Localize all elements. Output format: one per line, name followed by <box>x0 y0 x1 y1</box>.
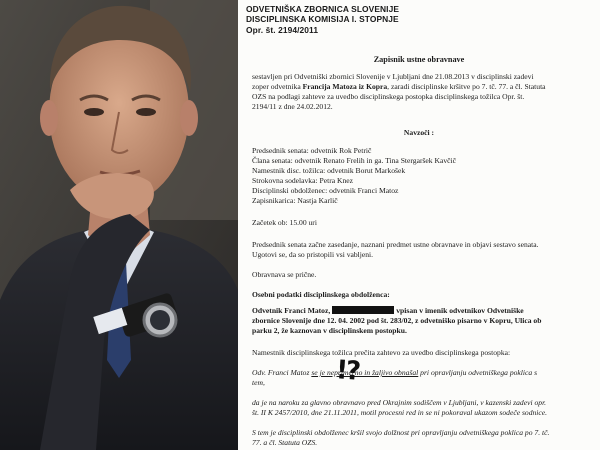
quote-line-5: S tem je disciplinski obdolženec kršil svojo dolžnost pri opravljanju odvetniškega poklica po 7. tč. <box>252 428 550 437</box>
intro-line-1: sestavljen pri Odvetniški zbornici Slovenije v Ljubljani dne 21.08.2013 v disciplinski zadevi <box>252 72 534 81</box>
quote-line-3: da je na naroku za glavno obravnavo pred Okrajnim sodiščem v Ljubljani, v kazenski zadevi opr. <box>252 398 547 407</box>
quote-line-1 <box>252 368 537 378</box>
personal-text: Odvetnik Franci Matoz, <box>252 306 331 315</box>
present-item: Disciplinski obdolženec: odvetnik Franci Matoz <box>252 186 399 195</box>
intro-line-3: OZS na podlagi zahteve za uvedbo disciplinskega postopka disciplinskega tožilca Opr. št. <box>252 92 525 101</box>
quote-line-2: tem, <box>252 378 265 387</box>
portrait-photo <box>0 0 238 450</box>
present-item: Strokovna sodelavka: Petra Knez <box>252 176 354 185</box>
quote-text: pri opravljanju odvetniškega poklica s <box>418 368 538 377</box>
org-name: ODVETNIŠKA ZBORNICA SLOVENIJE <box>246 4 400 14</box>
commission-name: DISCIPLINSKA KOMISIJA I. STOPNJE <box>246 14 399 25</box>
intro-line-2 <box>252 82 546 92</box>
quote-line-4: št. II K 2457/2010, dne 21.11.2011, motil procesni red in se ni pokoraval ukazom sodeče sodnice. <box>252 408 548 417</box>
present-item: Zapisnikarica: Nastja Karlič <box>252 196 338 205</box>
intro-text: zoper odvetnika <box>252 82 303 91</box>
case-number: Opr. št. 2194/2011 <box>246 24 319 35</box>
portrait-illustration <box>0 0 238 450</box>
present-item: Namestnik disc. tožilca: odvetnik Borut Markošek <box>252 166 406 175</box>
personal-line-2: zbornice Slovenije dne 12. 04. 2002 pod št. 283/02, z odvetniško pisarno v Kopru, Ulica ob <box>252 316 542 325</box>
present-item: Predsednik senata: odvetnik Rok Petrič <box>252 146 372 155</box>
start-time: Začetek ob: 15.00 uri <box>252 218 317 227</box>
deputy-reads: Namestnik disciplinskega tožilca prečita zahtevo za uvedbo disciplinskega postopka: <box>252 348 511 357</box>
disciplinary-record-document <box>238 0 600 450</box>
redaction-bar <box>332 306 394 314</box>
intro-text: , zaradi disciplinske kršitve po 7. tč. 77. a čl. Statuta <box>387 82 546 91</box>
underlined-phrase: se je neprimerno in žaljivo obnašal <box>311 368 419 377</box>
opening-line-1: Predsednik senata začne zasedanje, naznani predmet ustne obravnave in objavi sestavo senata. <box>252 240 539 249</box>
document-title: Zapisnik ustne obravnave <box>373 55 465 64</box>
present-item: Člana senata: odvetnik Renato Frelih in ga. Tina Stergaršek Kavčič <box>252 156 457 165</box>
personal-heading: Osebni podatki disciplinskega obdolženca: <box>252 290 390 299</box>
opening-line-2: Ugotovi se, da so pristopili vsi vabljeni. <box>252 250 374 259</box>
hearing-start: Obravnava se prične. <box>252 270 317 279</box>
quote-line-6: 77. a čl. Statuta OZS. <box>252 438 318 447</box>
personal-line-1 <box>252 306 524 316</box>
personal-text: vpisan v imenik odvetnikov Odvetniške <box>396 306 524 315</box>
accused-name: Francija Matoza iz Kopra <box>302 82 388 91</box>
intro-line-4: 2194/11 z dne 24.02.2012. <box>252 102 333 111</box>
document-header <box>246 4 399 35</box>
quote-text: Odv. Franci Matoz <box>252 368 312 377</box>
present-heading: Navzoči : <box>403 128 435 137</box>
handwritten-annotation: !? <box>334 355 360 387</box>
personal-line-3: parku 2, že kaznovan v disciplinskem postopku. <box>252 326 407 335</box>
